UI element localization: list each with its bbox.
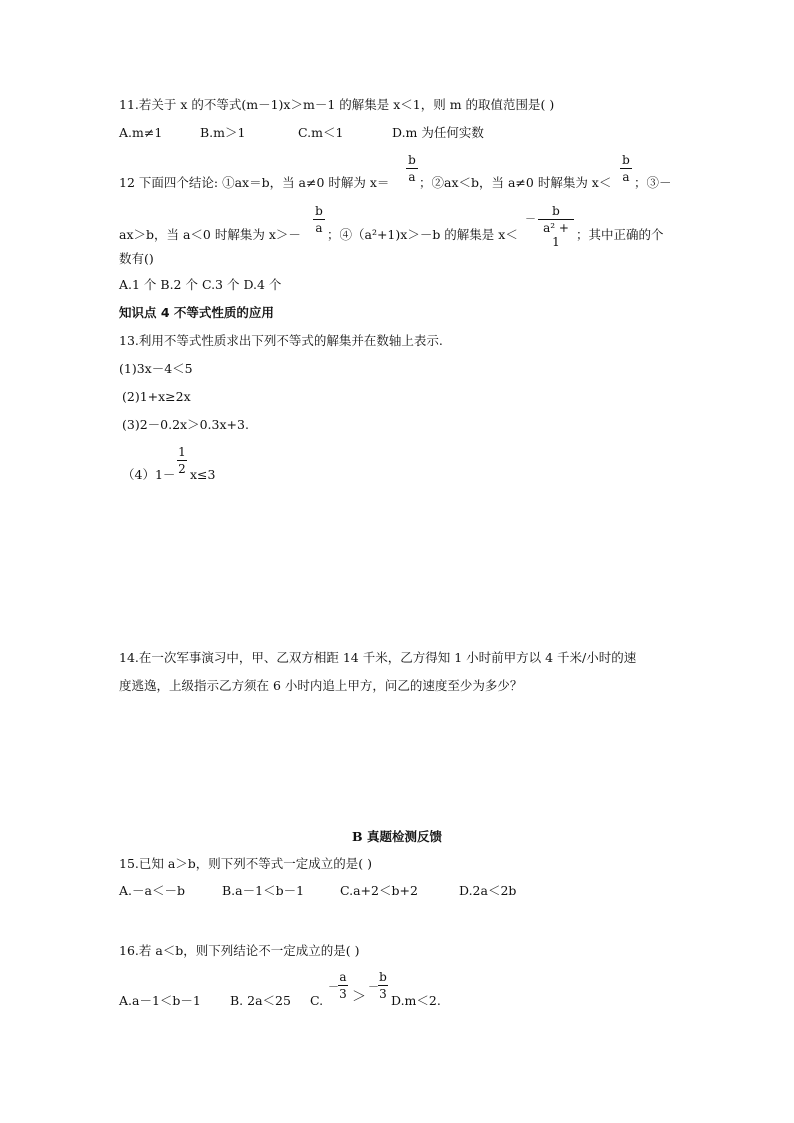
q16-stem: 16.若 a＜b，则下列结论不一定成立的是( ) (119, 943, 360, 958)
q12-fraction-2 (620, 153, 632, 184)
q11-stem: 11.若关于 x 的不等式(m－1)x＞m－1 的解集是 x＜1，则 m 的取值范围是( ) (119, 97, 555, 112)
frac-num: a (339, 970, 347, 984)
q15-option-b: B.a－1＜b－1 (222, 883, 305, 898)
q15-option-c: C.a+2＜b+2 (340, 883, 418, 898)
q15-stem: 15.已知 a＞b，则下列不等式一定成立的是( ) (119, 856, 373, 871)
q16-option-a: A.a－1＜b－1 (119, 993, 201, 1008)
section-4-title: 知识点 4 不等式性质的应用 (119, 305, 274, 320)
q16-c-greater-than: ＞ (352, 989, 366, 1005)
frac-bar (338, 985, 348, 986)
q16-c-fraction-left (338, 970, 348, 1001)
q13-stem: 13.利用不等式性质求出下列不等式的解集并在数轴上表示. (119, 333, 443, 348)
q12-line1-part-a: 12 下面四个结论: ①ax＝b，当 a≠0 时解为 x＝ (119, 175, 390, 190)
q13-item-4-suffix: x≤3 (190, 467, 216, 482)
q12-frac4-prefix: － (525, 212, 536, 225)
q13-item-3: (3)2－0.2x＞0.3x+3. (122, 417, 249, 432)
q12-fraction-4 (538, 204, 574, 249)
frac-bar (620, 168, 632, 169)
q12-fraction-3 (313, 204, 325, 235)
frac-bar (177, 460, 187, 461)
q12-options: A.1 个 B.2 个 C.3 个 D.4 个 (119, 277, 282, 292)
frac-num: b (315, 204, 323, 218)
frac-den: a (315, 221, 323, 235)
q11-option-d: D.m 为任何实数 (392, 125, 484, 140)
q12-line2-part-b: ；④（a²+1)x＞－b 的解集是 x＜ (327, 227, 518, 242)
q16-option-b: B. 2a＜25 (230, 993, 291, 1008)
q14-line1: 14.在一次军事演习中，甲、乙双方相距 14 千米，乙方得知 1 小时前甲方以 4 千米/小时的速 (119, 650, 637, 665)
q11-option-b: B.m＞1 (200, 125, 246, 140)
q12-line1 (119, 174, 389, 192)
q12-line1-part-c: ；③－ (634, 175, 672, 190)
q11-option-a: A.m≠1 (119, 125, 163, 140)
frac-num: 1 (178, 445, 186, 459)
frac-den: 2 (178, 462, 186, 476)
frac-bar (313, 219, 325, 220)
q13-item-2: (2)1+x≥2x (122, 389, 191, 404)
q13-item-4-prefix: （4）1－ (122, 467, 176, 482)
q12-fraction-1 (406, 153, 418, 184)
q13-item-1: (1)3x－4＜5 (119, 361, 193, 376)
q15-option-d: D.2a＜2b (459, 883, 517, 898)
frac-num: b (379, 970, 387, 984)
q12-line2-part-a: ax＞b，当 a＜0 时解集为 x＞－ (119, 227, 301, 242)
frac-den: 3 (339, 987, 347, 1001)
frac-num: b (552, 204, 560, 218)
q13-fraction (177, 445, 187, 476)
frac-num: b (408, 153, 416, 167)
q16-option-d: D.m＜2. (391, 993, 441, 1008)
frac-bar (378, 985, 388, 986)
q12-line1-part-b: ；②ax＜b，当 a≠0 时解集为 x＜ (419, 175, 612, 190)
q16-c-neg-left: － (328, 980, 339, 993)
q15-option-a: A.－a＜－b (119, 883, 185, 898)
q12-line3: 数有() (119, 251, 154, 266)
frac-bar (538, 219, 574, 220)
section-b-title: B 真题检测反馈 (352, 829, 442, 844)
q16-c-fraction-right (378, 970, 388, 1001)
q16-c-neg-right: － (368, 980, 379, 993)
frac-den: a² + 1 (543, 221, 569, 249)
frac-num: b (622, 153, 630, 167)
q14-line2: 度逃逸，上级指示乙方须在 6 小时内追上甲方，问乙的速度至少为多少？ (119, 678, 523, 693)
frac-bar (406, 168, 418, 169)
frac-den: a (622, 170, 630, 184)
q12-line2-part-c: ；其中正确的个 (576, 227, 664, 242)
frac-den: a (408, 170, 416, 184)
q11-option-c: C.m＜1 (298, 125, 344, 140)
frac-den: 3 (379, 987, 387, 1001)
q16-option-c-label: C. (310, 993, 324, 1008)
